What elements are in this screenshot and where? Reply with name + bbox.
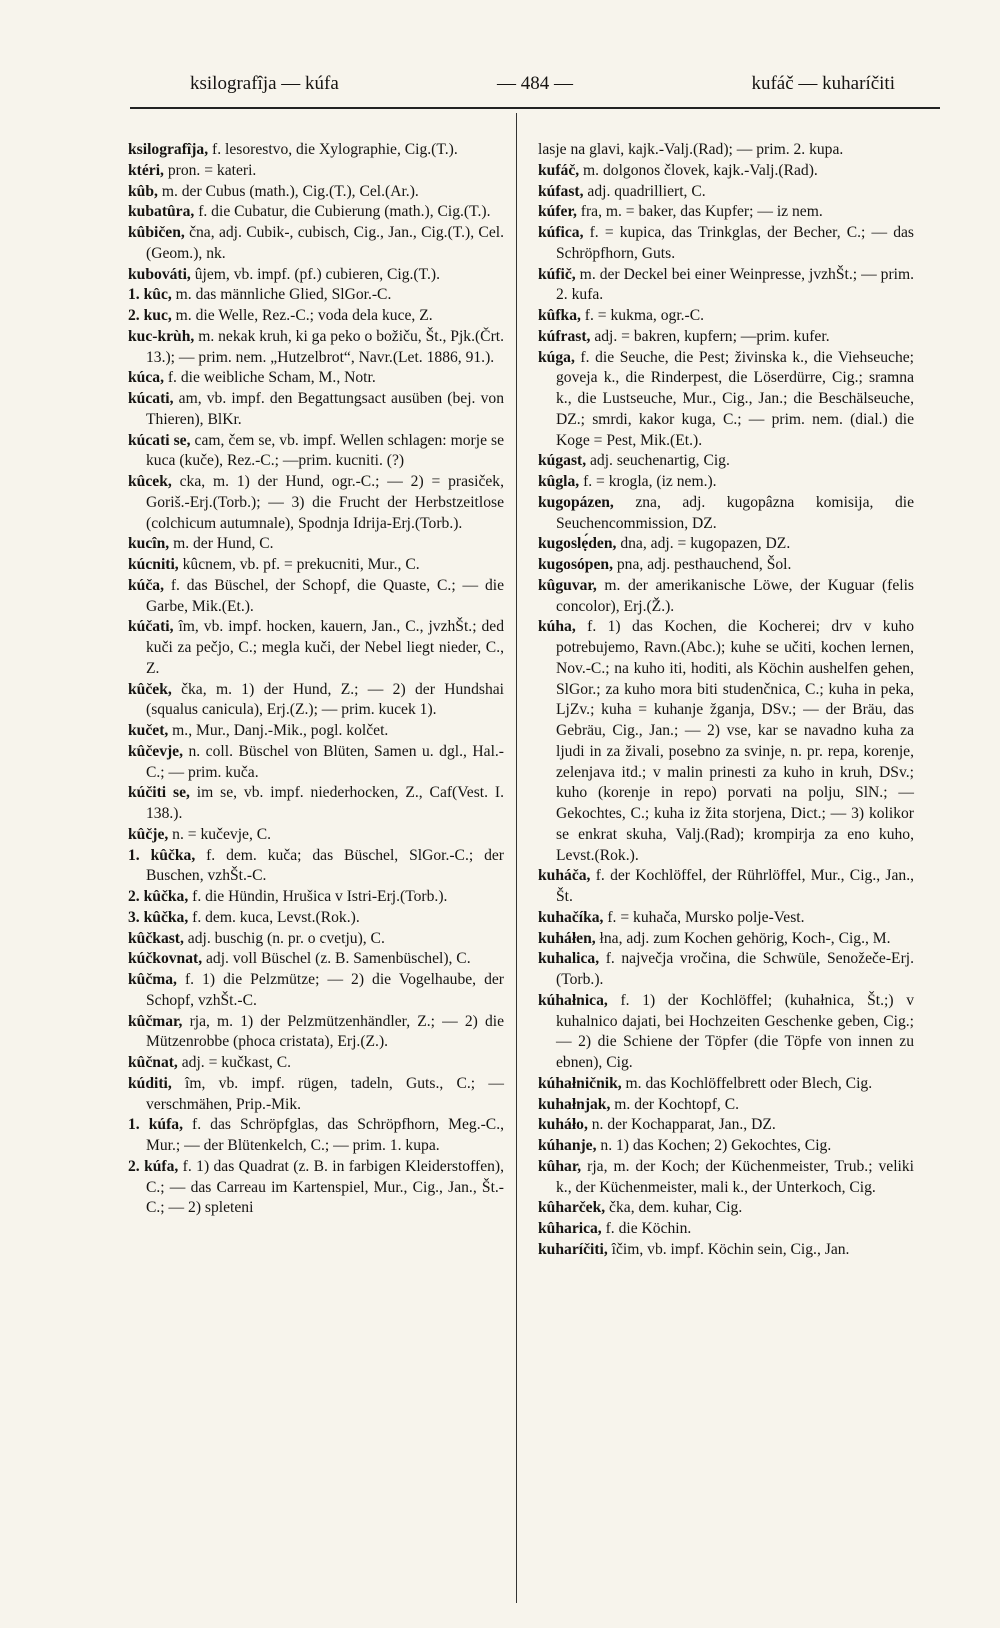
entry-definition: m. der Hund, C. [169, 535, 274, 553]
entry-definition: f. lesorestvo, die Xylographie, Cig.(T.). [208, 141, 458, 158]
entry-definition: m. der amerikanische Löwe, der Kuguar (felis concolor), Erj.(Ž.). [556, 576, 914, 615]
entry-definition: adj. voll Büschel (z. B. Samenbüschel), C. [202, 950, 471, 968]
entry-headword: kûčevje, [128, 742, 183, 760]
dictionary-entry [538, 1074, 914, 1095]
entry-definition: f. = kukma, ogr.-C. [580, 307, 705, 324]
dictionary-entry [128, 1012, 504, 1054]
dictionary-entry [538, 161, 914, 182]
entry-headword: 1. kûc, [128, 286, 172, 304]
entry-headword: kúfica, [538, 224, 584, 241]
entry-headword: ktéri, [128, 161, 164, 179]
entry-definition: pron. = kateri. [163, 161, 257, 179]
entry-headword: ksilografîja, [128, 141, 209, 158]
entry-definition: čna, adj. Cubik-, cubisch, Cig., Jan., Cig.(T.), Cel.(Geom.), nk. [146, 224, 504, 262]
entry-definition: f. die weibliche Scham, M., Notr. [163, 369, 376, 387]
entry-definition: lasje na glavi, kajk.-Valj.(Rad); — prim. 2. kupa. [538, 141, 844, 158]
dictionary-entry [128, 202, 504, 223]
page-header [130, 73, 940, 103]
entry-headword: kuhałnjak, [538, 1095, 611, 1113]
entry-headword: kûčkast, [128, 929, 184, 947]
dictionary-entry [538, 1198, 914, 1219]
entry-definition: f. = kuhača, Mursko polje-Vest. [603, 908, 805, 926]
dictionary-entry [128, 389, 504, 431]
entry-definition: čka, m. 1) der Hund, Z.; — 2) der Hundshai (squalus canicula), Erj.(Z.); — prim. kucek 1). [146, 680, 504, 719]
entry-headword: kuháłen, [538, 929, 596, 947]
entry-definition: am, vb. impf. den Begattungsact ausüben (bej. von Thieren), BlKr. [146, 390, 504, 428]
entry-definition: adj. quadrilliert, C. [583, 182, 706, 200]
entry-definition: fra, m. = baker, das Kupfer; — iz nem. [576, 203, 823, 221]
dictionary-entry [538, 327, 914, 348]
entry-headword: kûgla, [538, 473, 580, 490]
entry-headword: kúfrast, [538, 327, 591, 345]
dictionary-entry [128, 846, 504, 888]
dictionary-entry [128, 617, 504, 679]
dictionary-entry [538, 348, 914, 452]
entry-definition: cam, čem se, vb. impf. Wellen schlagen: morje se kuca (kuče), Rez.-C.; —prim. kucniti. (?) [146, 431, 504, 470]
dictionary-entry [128, 306, 504, 327]
entry-headword: kûčje, [128, 825, 169, 843]
dictionary-entry [538, 493, 914, 535]
entry-headword: kûčnat, [128, 1054, 178, 1071]
entry-definition: m. die Welle, Rez.-C.; voda dela kuce, Z. [171, 307, 433, 324]
entry-definition: n. coll. Büschel von Blüten, Samen u. dgl., Hal.-C.; — prim. kuča. [146, 742, 504, 781]
entry-definition: n. = kučevje, C. [168, 825, 272, 843]
entry-definition: n. 1) das Kochen; 2) Gekochtes, Cig. [596, 1137, 832, 1154]
entry-definition: îčim, vb. impf. Köchin sein, Cig., Jan. [607, 1240, 850, 1258]
dictionary-entry [538, 1240, 914, 1261]
dictionary-entry [538, 908, 914, 929]
dictionary-entry [538, 555, 914, 576]
entry-definition: f. die Köchin. [601, 1220, 692, 1237]
entry-headword: kúha, [538, 618, 576, 636]
entry-definition: f. = kupica, das Trinkglas, der Becher, C.; — das Schröpfhorn, Guts. [556, 224, 914, 262]
dictionary-entry [128, 825, 504, 846]
entry-headword: 1. kúfa, [128, 1116, 183, 1134]
entry-headword: kûhar, [538, 1157, 582, 1175]
dictionary-entry [128, 721, 504, 742]
entry-definition: f. die Cubatur, die Cubierung (math.), Cig.(T.). [194, 203, 491, 221]
entry-definition: m. dolgonos človek, kajk.-Valj.(Rad). [579, 161, 818, 179]
entry-headword: kúcniti, [128, 556, 179, 573]
dictionary-entry [128, 742, 504, 784]
entry-headword: kuharíčiti, [538, 1240, 608, 1258]
entry-definition: zna, adj. kugopâzna komisija, die Seuchencommission, DZ. [556, 493, 914, 532]
entry-definition: îm, vb. impf. rügen, tadeln, Guts., C.; — verschmähen, Prip.-Mik. [146, 1074, 504, 1113]
dictionary-entry [538, 472, 914, 493]
entry-definition: im se, vb. impf. niederhocken, Z., Caf(Vest. I. 138.). [146, 784, 504, 822]
entry-headword: kûčma, [128, 971, 177, 988]
dictionary-entry [128, 783, 504, 825]
entry-definition: łna, adj. zum Kochen gehörig, Koch-, Cig., M. [595, 929, 891, 947]
dictionary-entry [128, 472, 504, 534]
dictionary-entry [538, 306, 914, 327]
entry-definition: m. das Kochlöffelbrett oder Blech, Cig. [621, 1074, 873, 1092]
dictionary-entry [538, 1157, 914, 1199]
entry-headword: kufáč, [538, 161, 580, 179]
entry-definition: pna, adj. pesthauchend, Šol. [612, 556, 792, 573]
dictionary-entry [538, 991, 914, 1074]
entry-headword: kúgast, [538, 452, 587, 470]
entry-headword: kubováti, [128, 265, 191, 283]
entry-headword: kučet, [128, 722, 169, 739]
entry-headword: kúca, [128, 369, 164, 387]
entry-headword: kúča, [128, 576, 164, 594]
entry-headword: kûčmar, [128, 1012, 183, 1030]
entry-headword: kúfer, [538, 203, 577, 221]
entry-definition: f. 1) das Quadrat (z. B. in farbigen Kleiderstoffen), C.; — das Carreau im Kartenspiel, Mur., Cig., Jan., Št.-C.; — 2) spleteni [146, 1157, 504, 1217]
entry-definition: dna, adj. = kugopazen, DZ. [616, 535, 791, 553]
entry-definition: m., Mur., Danj.-Mik., pogl. kolčet. [168, 722, 389, 739]
entry-headword: kúditi, [128, 1074, 172, 1092]
entry-headword: kucîn, [128, 535, 170, 553]
entry-definition: f. = krogla, (iz nem.). [579, 473, 717, 490]
entry-headword: kúčati, [128, 618, 174, 636]
entry-headword: 2. kûčka, [128, 888, 189, 905]
dictionary-entry [538, 182, 914, 203]
entry-headword: kugosópen, [538, 556, 613, 573]
dictionary-entry [538, 1219, 914, 1240]
entry-headword: kûček, [128, 680, 172, 698]
entry-headword: kúcati, [128, 390, 174, 407]
entry-headword: kûguvar, [538, 576, 597, 594]
dictionary-entry [128, 327, 504, 369]
header-rule [130, 107, 940, 109]
dictionary-entry [128, 161, 504, 182]
entry-definition: rja, m. 1) der Pelzmützenhändler, Z.; — 2) die Mützenrobbe (phoca cristata), Erj.(Z.). [146, 1012, 504, 1051]
entry-headword: kûcek, [128, 473, 172, 490]
entry-definition: rja, m. der Koch; der Küchenmeister, Trub.; veliki k., der Küchenmeister, mali k., der Unterkoch, Cig. [556, 1157, 914, 1196]
entry-definition: adj. buschig (n. pr. o cvetju), C. [183, 929, 385, 947]
entry-headword: kúhałnica, [538, 991, 608, 1009]
entry-headword: kúga, [538, 348, 575, 366]
entry-headword: kugopázen, [538, 493, 614, 511]
dictionary-entry [128, 431, 504, 473]
dictionary-entry [128, 576, 504, 618]
right-column [538, 140, 914, 1261]
dictionary-entry [538, 202, 914, 223]
dictionary-entry [538, 1115, 914, 1136]
dictionary-entry [538, 866, 914, 908]
entry-headword: kuháło, [538, 1116, 588, 1134]
dictionary-entry [128, 285, 504, 306]
entry-definition: f. največja vročina, die Schwüle, Senožeče-Erj.(Torb.). [556, 950, 914, 988]
dictionary-entry [128, 949, 504, 970]
dictionary-entry [128, 140, 504, 161]
dictionary-entry [128, 680, 504, 722]
dictionary-entry [538, 265, 914, 307]
entry-definition: f. 1) die Pelzmütze; — 2) die Vogelhaube, der Schopf, vzhŠt.-C. [146, 971, 504, 1009]
dictionary-entry [128, 182, 504, 203]
entry-headword: kûharica, [538, 1220, 602, 1237]
entry-headword: kúfič, [538, 265, 576, 283]
dictionary-entry [538, 576, 914, 618]
entry-definition: cka, m. 1) der Hund, ogr.-C.; — 2) = prasiček, Goriš.-Erj.(Torb.); — 3) die Frucht der Herbstzeitlose (colchicum autumnale), Spodnja Idrija-Erj.(Torb.). [146, 473, 504, 532]
entry-definition: f. die Hündin, Hrušica v Istri-Erj.(Torb.). [188, 888, 448, 905]
dictionary-entry [128, 223, 504, 265]
entry-definition: f. dem. kuca, Levst.(Rok.). [188, 908, 360, 926]
dictionary-entry [128, 970, 504, 1012]
dictionary-entry [538, 223, 914, 265]
entry-definition: f. das Schröpfglas, das Schröpfhorn, Meg.-C., Mur.; — der Blütenkelch, C.; — prim. 1. kupa. [146, 1116, 505, 1154]
dictionary-entry [538, 451, 914, 472]
dictionary-entry [538, 949, 914, 991]
header-right-guide-words: kufáč — kuharíčiti [751, 73, 895, 94]
left-column [128, 140, 504, 1219]
entry-headword: kûharček, [538, 1199, 606, 1217]
entry-headword: 2. kúfa, [128, 1157, 179, 1175]
entry-definition: f. 1) das Kochen, die Kocherei; drv v kuho potrebujemo, Ravn.(Abc.); kuhe se učiti, kochen lernen, Nov.-C.; na kuho iti, hoditi, als Köchin aushelfen gehen, SlGor.; za kuho mora biti studenčnica, C.; kuha in peka, LjZv.; kuha = kuhanje žganja, DSv.; — der Bräu, das Gebräu, Cig., Jan.; — 2) vse, kar se navadno kuha za ljudi in za živali, posebno za svinje, n. pr. repa, korenje, zelenjava itd.; v malin prinesti za kuho in kruh, DSv.; kuho (korenje in repo) porvati na polju, SlN.; —Gekochtes, C.; kuha iz žita storjena, Dict.; — 3) kolikor se enkrat skuha, Valj.(Rad); krompirja za eno kuho, Levst.(Rok.). [556, 618, 914, 864]
column-divider [516, 113, 517, 1603]
page-number: — 484 — [497, 73, 573, 94]
entry-definition: adj. = kučkast, C. [177, 1054, 291, 1071]
entry-headword: kúfast, [538, 182, 584, 200]
dictionary-entry [538, 929, 914, 950]
entry-definition: čka, dem. kuhar, Cig. [605, 1199, 743, 1217]
entry-headword: kûbičen, [128, 224, 185, 241]
dictionary-entry [128, 555, 504, 576]
dictionary-entry [538, 1136, 914, 1157]
entry-headword: 3. kûčka, [128, 908, 189, 926]
entry-definition: f. die Seuche, die Pest; živinska k., die Viehseuche; goveja k., die Rinderpest, die Löserdürre, Cig.; sramna k., die Lustseuche, Mur., Cig., Jan.; die Beschälseuche, DZ.; smrdi, kakor kuga, C.; — prim. nem. (dial.) die Koge = Pest, Mik.(Et.). [556, 348, 914, 449]
entry-headword: kúcati se, [128, 431, 191, 449]
entry-headword: 2. kuc, [128, 307, 172, 324]
entry-headword: kuhačíka, [538, 908, 604, 926]
entry-definition: adj. seuchenartig, Cig. [586, 452, 730, 470]
entry-headword: kûfka, [538, 307, 581, 324]
dictionary-entry [128, 1053, 504, 1074]
entry-definition: f. 1) der Kochlöffel; (kuhałnica, Št.;) v kuhalnico dajati, bei Hochzeiten Geschenke geben, Cig.; — 2) die Schiene der Töpfer (die Töpfe von innen zu ebnen), Cig. [556, 991, 914, 1071]
entry-definition: f. dem. kuča; das Büschel, SlGor.-C.; der Buschen, vzhŠt.-C. [146, 846, 504, 885]
entry-definition: m. das männliche Glied, SlGor.-C. [171, 286, 392, 304]
entry-headword: kúhanje, [538, 1137, 597, 1154]
header-left-guide-words: ksilografîja — kúfa [190, 73, 339, 94]
entry-definition: f. das Büschel, der Schopf, die Quaste, C.; — die Garbe, Mik.(Et.). [146, 576, 504, 615]
entry-headword: 1. kûčka, [128, 846, 196, 864]
entry-definition: n. der Kochapparat, Jan., DZ. [587, 1116, 776, 1134]
dictionary-entry [128, 265, 504, 286]
dictionary-entry [128, 534, 504, 555]
entry-headword: kúčiti se, [128, 784, 190, 802]
entry-headword: kúhałničnik, [538, 1074, 622, 1092]
entry-definition: adj. = bakren, kupfern; —prim. kufer. [590, 327, 830, 345]
entry-definition: f. der Kochlöffel, der Rührlöffel, Mur., Cig., Jan., Št. [556, 867, 914, 905]
dictionary-entry [538, 1095, 914, 1116]
dictionary-entry [538, 534, 914, 555]
entry-definition: ûjem, vb. impf. (pf.) cubieren, Cig.(T.). [190, 265, 440, 283]
entry-definition: m. der Deckel bei einer Weinpresse, jvzhŠt.; — prim. 2. kufa. [556, 265, 914, 304]
dictionary-entry [128, 1074, 504, 1116]
entry-headword: kugoslẹ́den, [538, 535, 617, 553]
entry-headword: kuhalica, [538, 950, 600, 968]
dictionary-entry [128, 929, 504, 950]
entry-definition: îm, vb. impf. hocken, kauern, Jan., C., jvzhŠt.; ded kuči za pečjo, C.; megla kuči, der Nebel liegt nieder, C., Z. [146, 618, 504, 677]
dictionary-entry [538, 140, 914, 161]
dictionary-entry [538, 617, 914, 866]
entry-definition: kûcnem, vb. pf. = prekucniti, Mur., C. [178, 556, 420, 573]
dictionary-entry [128, 887, 504, 908]
entry-definition: m. nekak kruh, ki ga peko o božiču, Št., Pjk.(Črt. 13.); — prim. nem. „Hutzelbrot“, Navr.(Let. 1886, 91.). [146, 327, 504, 366]
dictionary-entry [128, 368, 504, 389]
entry-headword: kúčkovnat, [128, 950, 203, 968]
dictionary-entry [128, 1157, 504, 1219]
entry-definition: m. der Cubus (math.), Cig.(T.), Cel.(Ar.). [157, 182, 419, 200]
dictionary-entry [128, 908, 504, 929]
entry-headword: kuháča, [538, 867, 591, 885]
entry-headword: kûb, [128, 182, 158, 200]
entry-definition: m. der Kochtopf, C. [610, 1095, 740, 1113]
entry-headword: kubatûra, [128, 203, 195, 221]
dictionary-entry [128, 1115, 504, 1157]
entry-headword: kuc-krùh, [128, 327, 195, 345]
